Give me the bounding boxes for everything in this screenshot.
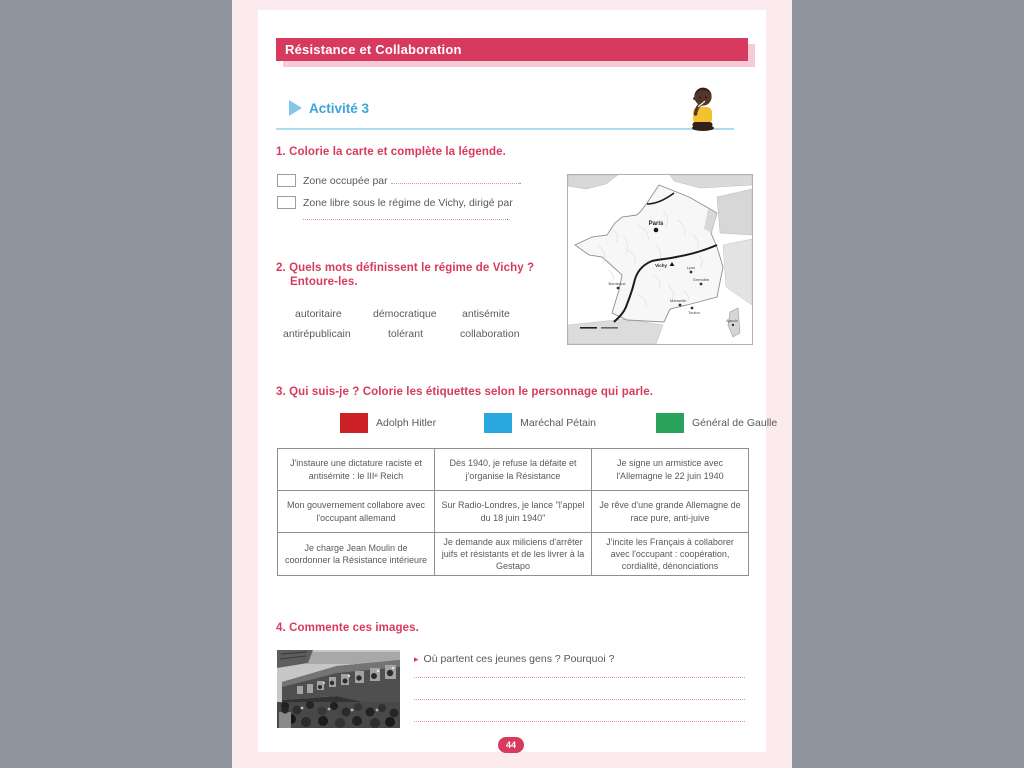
petain-color-swatch	[484, 413, 512, 433]
answer-line-3[interactable]	[414, 721, 745, 722]
map-marseille-label: Marseille	[669, 298, 687, 303]
table-row	[278, 449, 749, 491]
map-paris-label: Paris	[648, 221, 664, 227]
answer-line-1[interactable]	[414, 677, 745, 678]
table-row	[278, 533, 749, 576]
map-belgium-landmass	[670, 175, 752, 188]
map-lyon-dot	[690, 271, 693, 274]
question4-prompt	[414, 653, 614, 666]
table-row	[278, 491, 749, 533]
thinking-boy-avatar	[686, 86, 718, 131]
train-station-photo	[277, 650, 400, 728]
quote-cell[interactable]: Je rêve d'une grande Allemagne de race pure, anti-juive	[592, 491, 749, 533]
question1-heading: 1. Colorie la carte et complète la légende.	[276, 146, 506, 158]
quote-cell[interactable]: Je demande aux miliciens d'arrêter juifs et résistants et de les livrer à la Gestapo	[435, 533, 592, 576]
map-bordeaux-dot	[617, 287, 620, 290]
map-grenoble-dot	[700, 283, 703, 286]
bullet-arrow-icon: ▸	[414, 654, 419, 664]
section-divider	[276, 128, 734, 130]
answer-blank-occupied-by[interactable]	[391, 175, 519, 184]
hitler-legend-label: Adolph Hitler	[376, 417, 437, 429]
france-map-svg	[568, 175, 752, 344]
chapter-title: Résistance et Collaboration	[285, 42, 462, 57]
degaulle-color-swatch	[656, 413, 684, 433]
quote-cell[interactable]: Sur Radio-Londres, je lance "l'appel du 18 juin 1940"	[435, 491, 592, 533]
answer-blank-directed-by-row: .	[303, 211, 509, 223]
legend-checkbox-occupied-zone[interactable]	[277, 174, 296, 187]
map-grenoble-label: Grenoble	[692, 277, 710, 282]
map-france-outline[interactable]	[575, 185, 723, 322]
degaulle-legend-label: Général de Gaulle	[692, 417, 778, 429]
word-choice-tolerant[interactable]: tolérant	[388, 328, 424, 340]
legend-checkbox-free-zone[interactable]	[277, 196, 296, 209]
legend-item-free-zone: Zone libre sous le régime de Vichy, dirigé par	[303, 197, 513, 209]
map-ajaccio-dot	[732, 324, 734, 326]
word-choice-antirepublicain[interactable]: antirépublicain	[283, 328, 351, 340]
france-map[interactable]	[567, 174, 753, 345]
question2-heading-line1: 2. Quels mots définissent le régime de Vichy ?	[276, 262, 535, 274]
quote-cell[interactable]: Mon gouvernement collabore avec l'occupant allemand	[278, 491, 435, 533]
map-uk-landmass	[568, 175, 618, 189]
quote-cell[interactable]: Je charge Jean Moulin de coordonner la Résistance intérieure	[278, 533, 435, 576]
page-number-badge	[498, 737, 524, 753]
map-bordeaux-label: Bordeaux	[608, 281, 626, 286]
page-number: 44	[505, 740, 516, 750]
question4-heading: 4. Commente ces images.	[276, 622, 419, 634]
map-spain-landmass	[568, 319, 663, 344]
hitler-color-swatch	[340, 413, 368, 433]
activity-header	[289, 100, 369, 116]
map-germany-landmass	[717, 189, 752, 235]
word-choice-autoritaire[interactable]: autoritaire	[295, 308, 342, 320]
question4-prompt-text: Où partent ces jeunes gens ? Pourquoi ?	[423, 653, 615, 665]
quote-cell[interactable]: J'incite les Français à collaborer avec l'occupant : coopération, cordialité, dénonciations	[592, 533, 749, 576]
map-vichy-label: Vichy	[655, 263, 667, 268]
question2-heading-line2: Entoure-les.	[290, 276, 358, 288]
quote-cell[interactable]: Je signe un armistice avec l'Allemagne le 22 juin 1940	[592, 449, 749, 491]
word-choice-collaboration[interactable]: collaboration	[460, 328, 520, 340]
map-paris-dot	[654, 228, 659, 233]
answer-line-2[interactable]	[414, 699, 745, 700]
legend-item-occupied-zone: Zone occupée par .	[303, 175, 522, 187]
word-choice-antisemite[interactable]: antisémite	[462, 308, 510, 320]
map-italy-landmass	[723, 239, 752, 305]
quote-cell[interactable]: J'instaure une dictature raciste et antisémite : le IIIᵉ Reich	[278, 449, 435, 491]
activity-title: Activité 3	[309, 100, 370, 116]
play-triangle-icon	[289, 100, 302, 116]
chapter-banner	[276, 38, 748, 61]
question3-heading: 3. Qui suis-je ? Colorie les étiquettes selon le personnage qui parle.	[276, 386, 654, 398]
map-ajaccio-label: Ajaccio	[726, 319, 738, 323]
answer-blank-directed-by[interactable]	[303, 211, 506, 220]
character-color-legend	[340, 413, 777, 433]
map-marseille-dot	[679, 304, 682, 307]
map-toulon-dot	[691, 307, 694, 310]
map-lyon-label: Lyon	[686, 265, 696, 270]
word-choice-democratique[interactable]: démocratique	[373, 308, 437, 320]
quote-cell[interactable]: Dès 1940, je refuse la défaite et j'organise la Résistance	[435, 449, 592, 491]
petain-legend-label: Maréchal Pétain	[520, 417, 596, 429]
quotes-table	[277, 448, 749, 576]
map-toulon-label: Toulon	[688, 310, 700, 315]
